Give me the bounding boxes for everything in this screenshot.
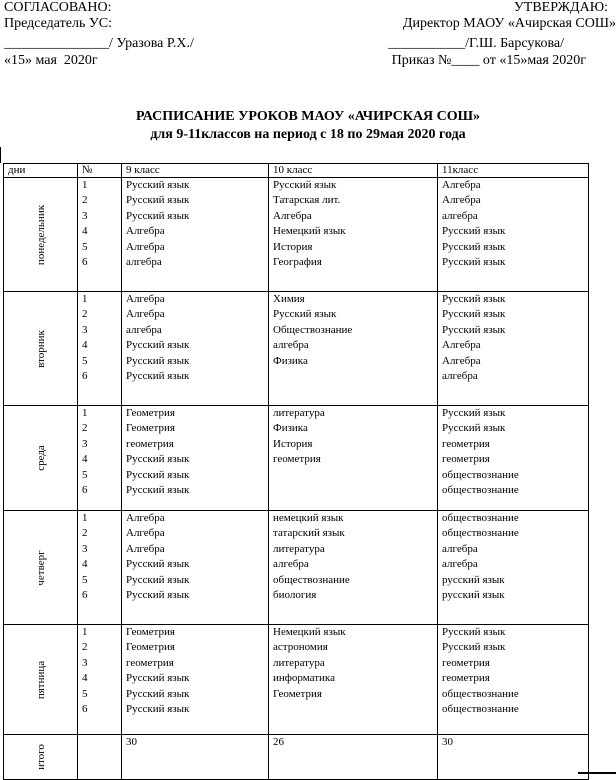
- table-row: [4, 625, 589, 735]
- subject: Геометрия: [126, 641, 175, 654]
- class-10-cell: [269, 406, 438, 511]
- subject: немецкий язык: [273, 512, 344, 524]
- subject: алгебра: [442, 542, 478, 555]
- subject: Алгебра: [126, 512, 165, 524]
- lesson-number: 3: [82, 656, 88, 669]
- subject: [273, 369, 437, 384]
- subject: геометрия: [442, 437, 490, 450]
- subject: алгебра: [126, 323, 162, 336]
- subject: Русский язык: [126, 354, 190, 367]
- subject: литература: [273, 656, 325, 669]
- table-row: [4, 406, 589, 511]
- lesson-number: 3: [82, 542, 88, 555]
- subject: Русский язык: [126, 339, 190, 352]
- lesson-number: 6: [82, 255, 88, 268]
- approval-left-signature: _______________/ Уразова Р.Х./: [4, 36, 194, 51]
- lesson-numbers-cell: [78, 178, 122, 292]
- lesson-number: 4: [82, 558, 88, 571]
- subject: алгебра: [442, 369, 478, 382]
- subject: Русский язык: [126, 588, 190, 601]
- subject: Татарская лит.: [273, 194, 341, 207]
- day-cell: [4, 178, 78, 292]
- class-9-cell: [122, 406, 269, 511]
- subject: Геометрия: [126, 422, 175, 435]
- subject: Русский язык: [442, 422, 506, 435]
- approval-right-order: Приказ №____ от «15»мая 2020г: [391, 53, 586, 68]
- lesson-number: 1: [82, 293, 88, 305]
- subject: Русский язык: [126, 209, 190, 222]
- subject: Русский язык: [442, 641, 506, 654]
- lesson-number: 3: [82, 437, 88, 450]
- total-hours: 30: [126, 736, 137, 748]
- subject: биология: [273, 588, 317, 601]
- class-11-cell: [438, 625, 589, 735]
- day-cell: [4, 625, 78, 735]
- subject: Физика: [273, 422, 308, 435]
- subject: Алгебра: [126, 527, 165, 540]
- lesson-number: 3: [82, 209, 88, 222]
- day-name: понедельник: [34, 204, 47, 265]
- subject: Русский язык: [442, 626, 506, 638]
- subject: Русский язык: [126, 453, 190, 466]
- class-9-cell: [122, 511, 269, 625]
- subject: Алгебра: [273, 209, 312, 222]
- table-row: [4, 511, 589, 625]
- header-num: №: [78, 164, 122, 178]
- subject: Русский язык: [442, 293, 506, 305]
- subject: Русский язык: [442, 308, 506, 321]
- day-cell: [4, 292, 78, 406]
- subject: Русский язык: [126, 468, 190, 481]
- class-11-cell: [438, 292, 589, 406]
- subject: Русский язык: [126, 687, 190, 700]
- subject: Русский язык: [126, 369, 190, 382]
- lesson-number: 1: [82, 626, 88, 638]
- subject: Алгебра: [442, 354, 481, 367]
- subject: русский язык: [442, 573, 505, 586]
- class-9-cell: [122, 178, 269, 292]
- table-row: [4, 292, 589, 406]
- margin-mark: [0, 147, 1, 163]
- subject: Русский язык: [442, 240, 506, 253]
- subject: алгебра: [126, 255, 162, 268]
- subject: литература: [273, 542, 325, 555]
- total-hours: 26: [273, 736, 284, 748]
- subject: Обществознание: [273, 323, 353, 336]
- lesson-number: 4: [82, 453, 88, 466]
- subject: Немецкий язык: [273, 225, 346, 238]
- subject: обществознание: [442, 483, 519, 496]
- subject: обществознание: [442, 512, 519, 524]
- subject: геометрия: [273, 453, 321, 466]
- subject: Геометрия: [273, 687, 322, 700]
- lesson-number: 5: [82, 354, 88, 367]
- subject: русский язык: [442, 588, 505, 601]
- subject: Физика: [273, 354, 308, 367]
- subject: Русский язык: [273, 308, 337, 321]
- subject: Русский язык: [442, 225, 506, 238]
- subject: [273, 468, 437, 483]
- schedule-title: РАСПИСАНИЕ УРОКОВ МАОУ «АЧИРСКАЯ СОШ»: [135, 109, 481, 124]
- subject: Алгебра: [126, 293, 165, 305]
- lesson-number: 4: [82, 339, 88, 352]
- approval-left-role: Председатель УС:: [4, 16, 112, 31]
- subject: Русский язык: [273, 179, 337, 191]
- lesson-number: 3: [82, 323, 88, 336]
- subject: Русский язык: [126, 558, 190, 571]
- lesson-number: 4: [82, 225, 88, 238]
- subject: Геометрия: [126, 626, 175, 638]
- total-c11: [438, 735, 589, 780]
- subject: алгебра: [442, 209, 478, 222]
- lesson-number: 5: [82, 573, 88, 586]
- subject: Русский язык: [442, 255, 506, 268]
- subject: История: [273, 437, 313, 450]
- header-days: дни: [4, 164, 78, 178]
- subject: геометрия: [442, 672, 490, 685]
- class-11-cell: [438, 511, 589, 625]
- day-name: четверг: [34, 549, 47, 586]
- page-corner-mark: [578, 772, 616, 774]
- lesson-number: 2: [82, 308, 88, 321]
- subject: Русский язык: [126, 179, 190, 191]
- class-10-cell: [269, 292, 438, 406]
- lesson-number: 5: [82, 468, 88, 481]
- subject: алгебра: [442, 558, 478, 571]
- lesson-number: 6: [82, 369, 88, 382]
- day-cell: [4, 511, 78, 625]
- subject: геометрия: [126, 437, 174, 450]
- subject: Русский язык: [126, 194, 190, 207]
- subject: Русский язык: [442, 323, 506, 336]
- subject: [273, 483, 437, 498]
- subject: Русский язык: [126, 573, 190, 586]
- subject: География: [273, 255, 322, 268]
- class-9-cell: [122, 292, 269, 406]
- approval-left-title: СОГЛАСОВАНО:: [4, 0, 112, 15]
- subject: Русский язык: [126, 672, 190, 685]
- lesson-numbers-cell: [78, 292, 122, 406]
- subject: История: [273, 240, 313, 253]
- subject: обществознание: [442, 687, 519, 700]
- lesson-number: 1: [82, 512, 88, 524]
- subject: [273, 702, 437, 717]
- subject: Алгебра: [442, 339, 481, 352]
- lesson-number: 6: [82, 702, 88, 715]
- subject: татарский язык: [273, 527, 345, 540]
- total-label-cell: [4, 735, 78, 780]
- schedule-subtitle: для 9-11классов на период с 18 по 29мая 2020 года: [150, 127, 466, 142]
- lesson-number: 1: [82, 407, 88, 419]
- subject: Химия: [273, 293, 305, 305]
- class-10-cell: [269, 178, 438, 292]
- total-label: итого: [34, 744, 47, 770]
- subject: алгебра: [273, 339, 309, 352]
- approval-right-title: УТВЕРЖДАЮ:: [513, 0, 608, 15]
- subject: Алгебра: [126, 225, 165, 238]
- class-10-cell: [269, 625, 438, 735]
- subject: Алгебра: [126, 308, 165, 321]
- lesson-number: 4: [82, 672, 88, 685]
- class-11-cell: [438, 406, 589, 511]
- subject: Геометрия: [126, 407, 175, 419]
- subject: геометрия: [442, 453, 490, 466]
- header-class-10: 10 класс: [269, 164, 438, 178]
- approval-right-role: Директор МАОУ «Ачирская СОШ»: [402, 16, 616, 31]
- day-name: вторник: [34, 329, 47, 368]
- lesson-number: 2: [82, 194, 88, 207]
- total-num-cell: [78, 735, 122, 780]
- lesson-number: 5: [82, 687, 88, 700]
- total-hours: 30: [442, 736, 453, 748]
- day-cell: [4, 406, 78, 511]
- lesson-numbers-cell: [78, 406, 122, 511]
- class-9-cell: [122, 625, 269, 735]
- lesson-number: 2: [82, 422, 88, 435]
- subject: литература: [273, 407, 325, 419]
- lesson-number: 6: [82, 588, 88, 601]
- day-name: среда: [34, 445, 47, 471]
- total-row: [4, 735, 589, 780]
- subject: Немецкий язык: [273, 626, 346, 638]
- subject: обществознание: [273, 573, 350, 586]
- total-c9: [122, 735, 269, 780]
- subject: обществознание: [442, 702, 519, 715]
- header-class-9: 9 класс: [122, 164, 269, 178]
- subject: геометрия: [442, 656, 490, 669]
- day-name: пятница: [34, 660, 47, 699]
- subject: информатика: [273, 672, 335, 685]
- subject: Русский язык: [126, 702, 190, 715]
- lesson-numbers-cell: [78, 625, 122, 735]
- subject: алгебра: [273, 558, 309, 571]
- subject: Алгебра: [442, 194, 481, 207]
- subject: обществознание: [442, 527, 519, 540]
- lesson-numbers-cell: [78, 511, 122, 625]
- lesson-number: 2: [82, 527, 88, 540]
- class-11-cell: [438, 178, 589, 292]
- approval-left-date: «15» мая 2020г: [4, 53, 98, 68]
- subject: Русский язык: [126, 483, 190, 496]
- subject: обществознание: [442, 468, 519, 481]
- lesson-number: 1: [82, 179, 88, 191]
- subject: Русский язык: [442, 407, 506, 419]
- class-10-cell: [269, 511, 438, 625]
- approval-right-signature: ___________/Г.Ш. Барсукова/: [388, 36, 564, 51]
- schedule-table: [3, 163, 589, 780]
- lesson-number: 5: [82, 240, 88, 253]
- table-header-row: [4, 164, 589, 178]
- table-row: [4, 178, 589, 292]
- subject: Алгебра: [442, 179, 481, 191]
- lesson-number: 2: [82, 641, 88, 654]
- subject: астрономия: [273, 641, 328, 654]
- subject: Алгебра: [126, 240, 165, 253]
- header-class-11: 11класс: [438, 164, 589, 178]
- subject: геометрия: [126, 656, 174, 669]
- total-c10: [269, 735, 438, 780]
- subject: Алгебра: [126, 542, 165, 555]
- lesson-number: 6: [82, 483, 88, 496]
